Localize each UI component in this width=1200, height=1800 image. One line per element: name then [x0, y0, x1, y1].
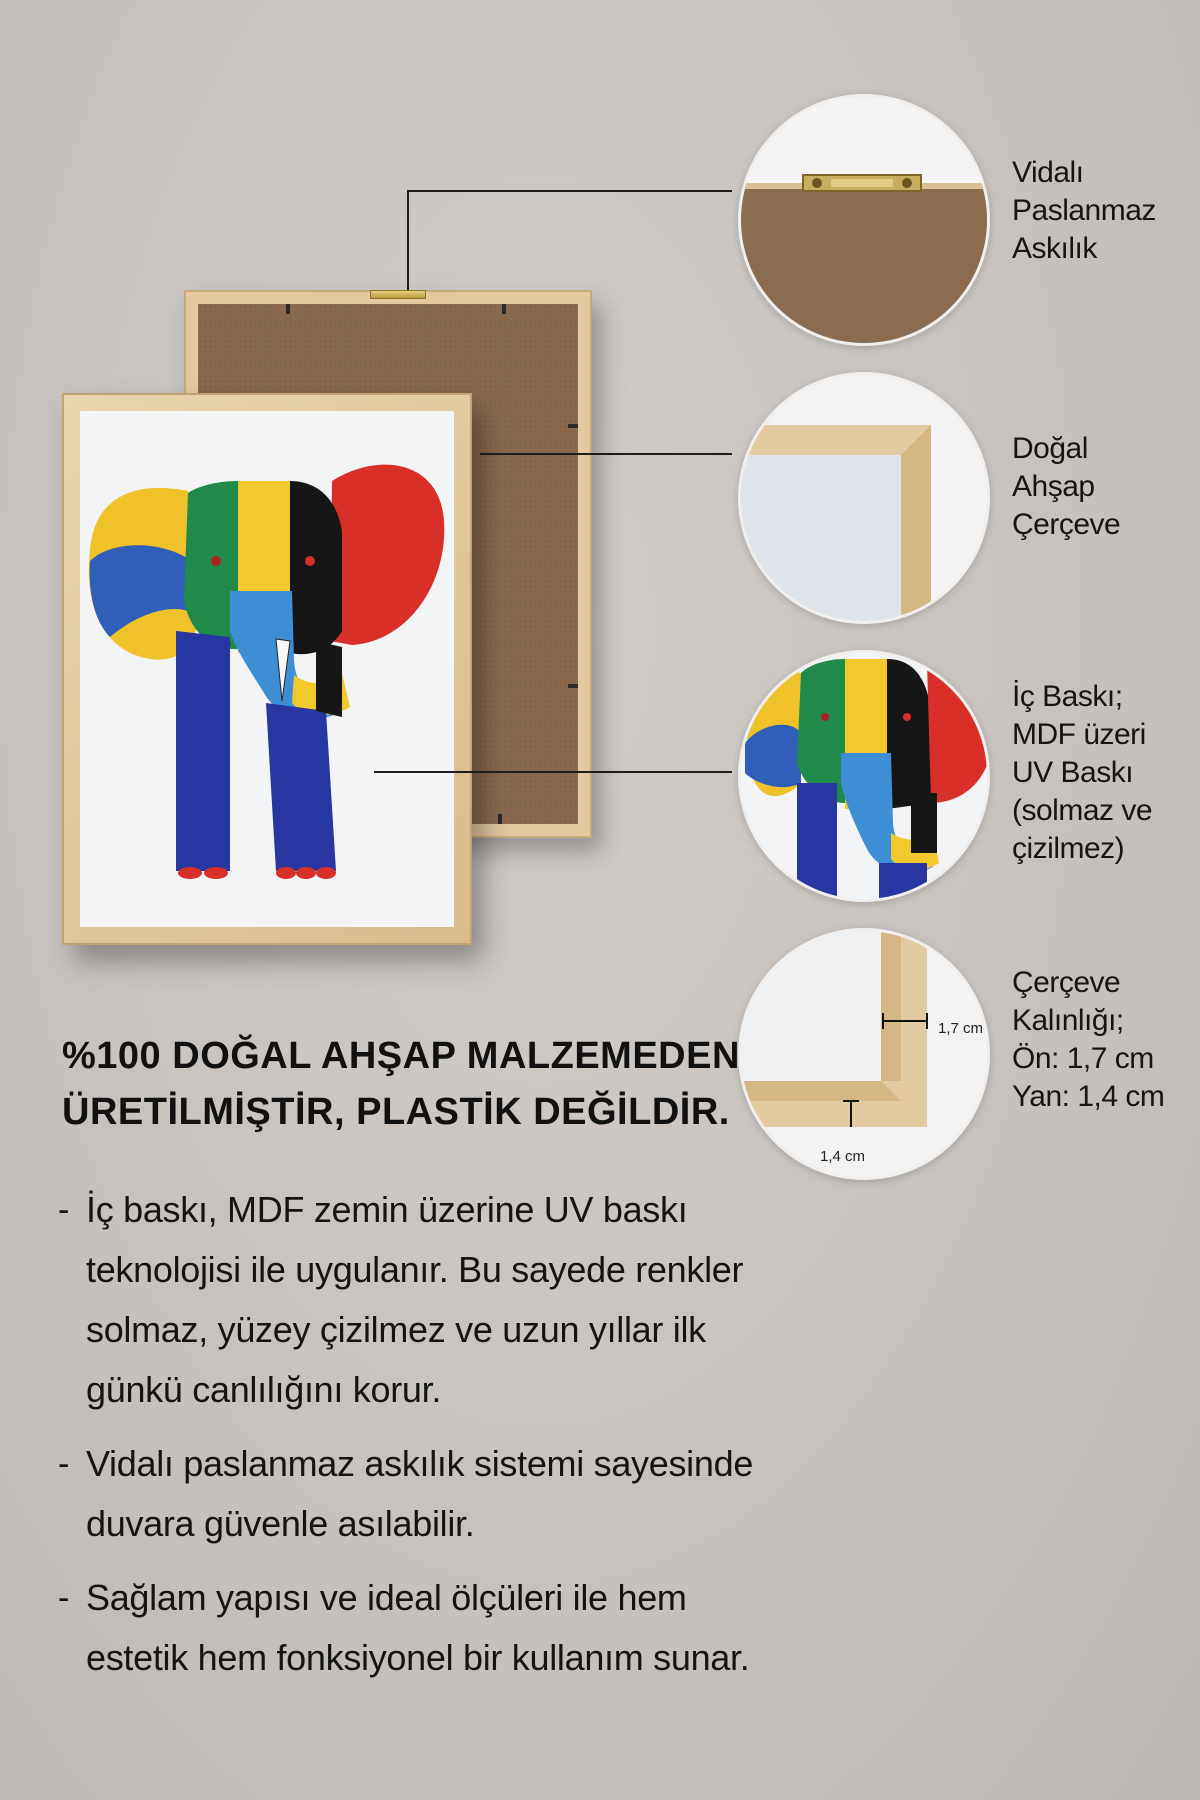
callout-line: UV Baskı	[1012, 756, 1134, 789]
print-detail-image	[741, 653, 990, 902]
callout-line: MDF üzeri	[1012, 718, 1146, 751]
hanger-detail-image	[741, 97, 990, 346]
back-clip	[568, 424, 578, 428]
dimension-label-side: 1,4 cm	[820, 1148, 866, 1165]
callout-line: Ön: 1,7 cm	[1012, 1042, 1154, 1075]
detail-circle-hanger	[738, 94, 990, 346]
connector-line-print	[374, 771, 732, 773]
elephant-artwork	[80, 411, 454, 927]
callout-frame	[1012, 430, 1120, 544]
bullet-text: Sağlam yapısı ve ideal ölçüleri ile hem estetik hem fonksiyonel bir kullanım sunar.	[86, 1577, 750, 1678]
back-clip	[502, 304, 506, 314]
callout-line: Vidalı	[1012, 156, 1084, 189]
back-clip	[498, 814, 502, 824]
callout-hanger	[1012, 154, 1156, 268]
back-clip	[286, 304, 290, 314]
callout-line: Çerçeve	[1012, 508, 1121, 541]
back-clip	[568, 684, 578, 688]
callout-line: Yan: 1,4 cm	[1012, 1080, 1165, 1113]
detail-circle-print	[738, 650, 990, 902]
detail-circle-frame	[738, 372, 990, 624]
sawtooth-hanger	[370, 290, 426, 299]
bullet-dash: -	[58, 1445, 70, 1483]
callout-line: İç Baskı;	[1012, 680, 1123, 713]
bullet-text: Vidalı paslanmaz askılık sistemi sayesinde duvara güvenle asılabilir.	[86, 1443, 754, 1544]
list-item	[58, 1434, 778, 1554]
frame-corner-detail-image	[741, 375, 990, 624]
artwork-print	[80, 411, 454, 927]
connector-line-frame	[480, 453, 732, 455]
connector-line-hanger	[408, 190, 732, 192]
connector-line-hanger-vertical	[407, 190, 409, 290]
list-item	[58, 1180, 778, 1420]
headline	[62, 1028, 762, 1140]
callout-line: çizilmez)	[1012, 832, 1125, 865]
bullet-dash: -	[58, 1191, 70, 1229]
callout-line: Askılık	[1012, 232, 1097, 265]
callout-print	[1012, 678, 1152, 868]
callout-thickness	[1012, 964, 1164, 1116]
headline-line-2: ÜRETİLMİŞTİR, PLASTİK DEĞİLDİR.	[62, 1091, 730, 1133]
callout-line: Ahşap	[1012, 470, 1095, 503]
bullet-text: İç baskı, MDF zemin üzerine UV baskı teknolojisi ile uygulanır. Bu sayede renkler solmaz, yüzey çizilmez ve uzun yıllar ilk günkü canlılığını korur.	[86, 1189, 744, 1410]
bullet-dash: -	[58, 1579, 70, 1617]
callout-line: Paslanmaz	[1012, 194, 1156, 227]
list-item	[58, 1568, 778, 1688]
feature-list	[58, 1180, 778, 1702]
frame-thickness-detail-image	[741, 931, 990, 1180]
callout-line: Kalınlığı;	[1012, 1004, 1124, 1037]
callout-line: Doğal	[1012, 432, 1088, 465]
detail-circle-thickness	[738, 928, 990, 1180]
callout-line: Çerçeve	[1012, 966, 1121, 999]
headline-line-1: %100 DOĞAL AHŞAP MALZEMEDEN	[62, 1035, 740, 1077]
callout-line: (solmaz ve	[1012, 794, 1153, 827]
dimension-label-front: 1,7 cm	[938, 1020, 984, 1037]
front-frame	[62, 393, 472, 945]
